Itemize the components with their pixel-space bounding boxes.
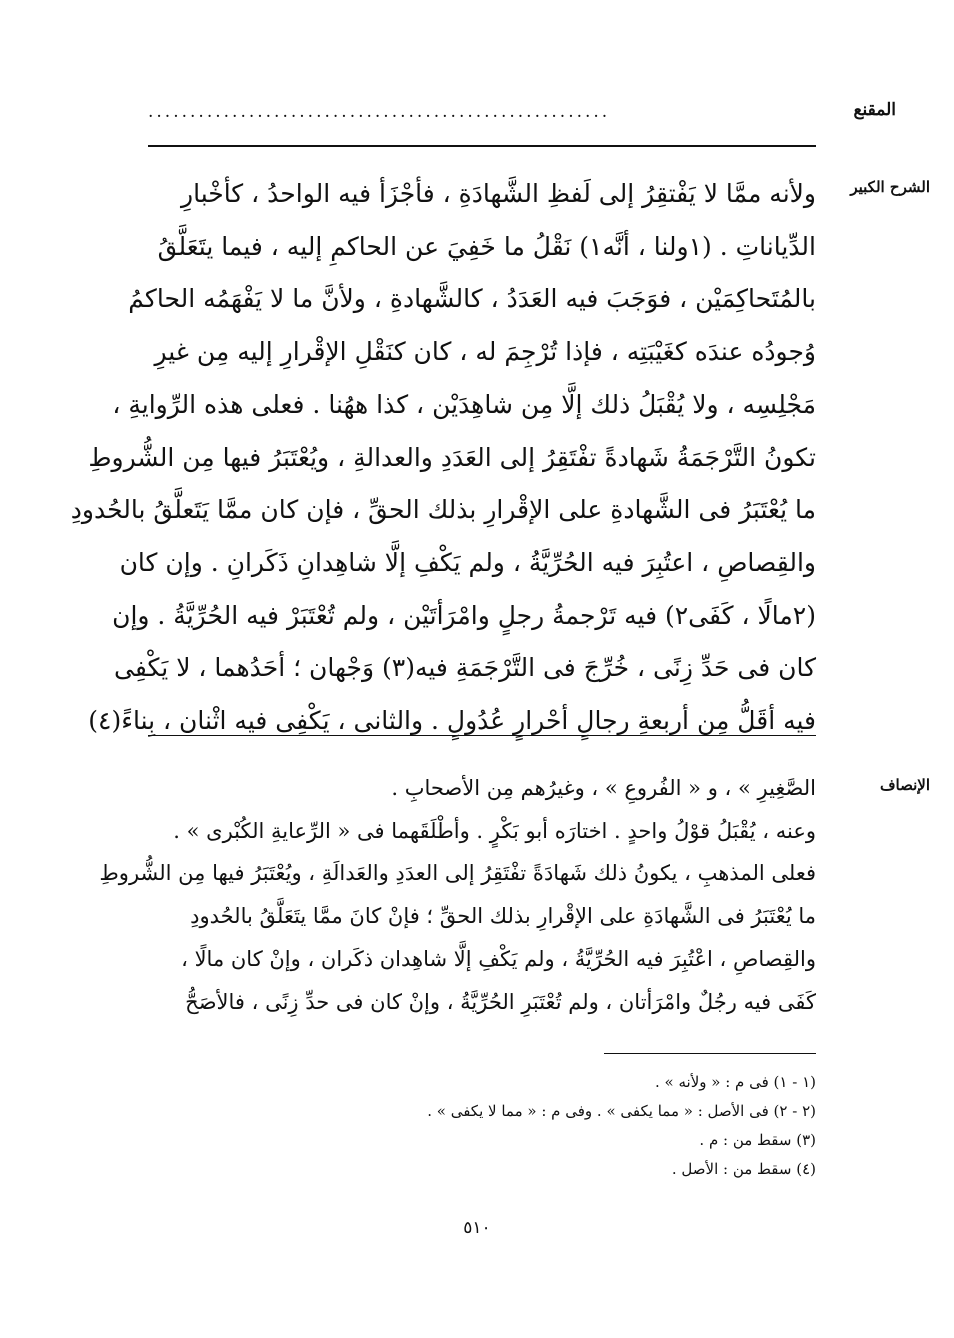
section-divider-rule <box>148 735 816 736</box>
footnotes <box>300 1068 816 1184</box>
running-header <box>148 100 896 130</box>
book-title: المقنع <box>853 100 896 120</box>
section-label-sharh: الشرح الكبير <box>850 178 930 196</box>
text-line: ما يُعْتَبَرُ فى الشَّهادَةِ على الإقْرارِ بذلك الحقِّ ؛ فإنْ كانَ ممَّا يتَعَلَّقُ بالحُدودِ <box>190 904 816 929</box>
text-line: والقِصاصِ ، اعتُبِرَ فيه الحُرِّيَّةُ ، ولم يَكْفِ إلَّا شاهِدانِ ذَكَرانِ . وإن كان <box>119 547 816 577</box>
footnote: (٤) سقط من : الأصل . <box>671 1160 816 1178</box>
header-rule <box>148 145 816 147</box>
text-line: كان فى حَدِّ زِنًى ، خُرِّجَ فى التَّرْجَمَةِ فيه(٣) وَجْهان ؛ أحَدُهما ، لا يَكْفِى <box>114 653 816 683</box>
text-line: مَجْلِسِه ، ولا يُقْبَلُ ذلك إلَّا مِن شاهِدَيْن ، كذا ههُنا . فعلى هذه الرِّوايةِ ، <box>112 389 816 419</box>
text-line: تكونُ التَّرْجَمَةُ شَهادةً تفْتَقِرُ إلى العَدَدِ والعدالةِ ، ويُعْتَبَرُ فيها مِن الشُّروطِ <box>88 442 816 472</box>
footnote: (١ - ١) فى م : « ولأنه » . <box>655 1073 816 1091</box>
page-number: ٥١٠ <box>463 1218 491 1238</box>
dot-leader: ....................................................... <box>148 102 611 122</box>
text-line: الصَّغِيرِ » ، و « الفُروعِ » ، وغيرُهم مِن الأصحابِ . <box>391 776 816 800</box>
text-line: الدِّياناتِ . (١ولنا ، أنَّه١) نَقْلُ ما خَفِيَ عن الحاكمِ إليه ، فيما يتَعَلَّقُ <box>157 231 816 261</box>
footnote-rule <box>604 1053 816 1054</box>
section-label-insaf: الإنصاف <box>879 776 930 794</box>
insaf-text-block <box>99 767 816 1023</box>
text-line: والقِصاصِ ، اعْتُبِرَ فيه الحُرِّيَّةُ ، ولم يَكْفِ إلَّا شاهِدان ذكَران ، وإنْ كان مالًا ، <box>181 946 816 971</box>
text-line: فيه أقَلُّ مِن أربعةِ رجالٍ أحْرارٍ عُدُولٍ . والثانى ، يَكْفِى فيه اثْنان ، بِناءً(٤) <box>88 706 816 736</box>
footnote: (٢ - ٢) فى الأصل : « مما يكفى » . وفى م : « مما لا يكفى » . <box>427 1102 816 1120</box>
text-line: وعنه ، يُقْبَلُ قوْلُ واحدٍ . اختارَه أبو بَكْرٍ . وأطْلَقَهما فى « الرِّعايةِ الكُبْرى » . <box>173 818 816 843</box>
sharh-text-block <box>70 168 816 748</box>
text-line: (٢مالًا ، كَفَى٢) فيه تَرْجمةُ رجلٍ وامْرَأتَيْن ، ولم تُعْتَبَرْ فيه الحُرِّيَّةُ . وإن <box>112 600 816 630</box>
text-line: ولأنه ممَّا لا يَفْتقِرُ إلى لَفظِ الشَّهادَةِ ، فأجْزَأ فيه الواحدُ ، كأخْبارِ <box>181 179 816 208</box>
footnote: (٣) سقط من : م . <box>699 1131 816 1149</box>
text-line: كَفَى فيه رجُلٌ وامْرَأتان ، ولم تُعْتَبَرِ الحُرِّيَّةُ ، وإنْ كان فى حدِّ زِنًى ، فالأصَحُّ <box>185 989 816 1014</box>
text-line: وُجودُه عندَه كغَيْبَتِه ، فإذا تُرْجِمَ له ، كان كنَقْلِ الإقْرارِ إليه مِن غيرِ <box>154 337 816 367</box>
text-line: فعلى المذهبِ ، يكونُ ذلك شَهادَةً تفْتَقِرُ إلى العدَدِ والعَدالَةِ ، ويُعْتَبَرُ فيها مِن الشُّروطِ <box>99 861 816 886</box>
text-line: ما يُعْتَبَرُ فى الشَّهادةِ على الإقْرارِ بذلك الحقِّ ، فإن كان ممَّا يَتَعلَّقُ بالحُدودِ <box>70 495 816 525</box>
text-line: بالمُتَحاكِمَيْن ، فوَجَبَ فيه العَدَدُ ، كالشَّهادةِ ، ولأنَّ ما لا يَفْهَمُه الحاكمُ <box>128 284 816 314</box>
